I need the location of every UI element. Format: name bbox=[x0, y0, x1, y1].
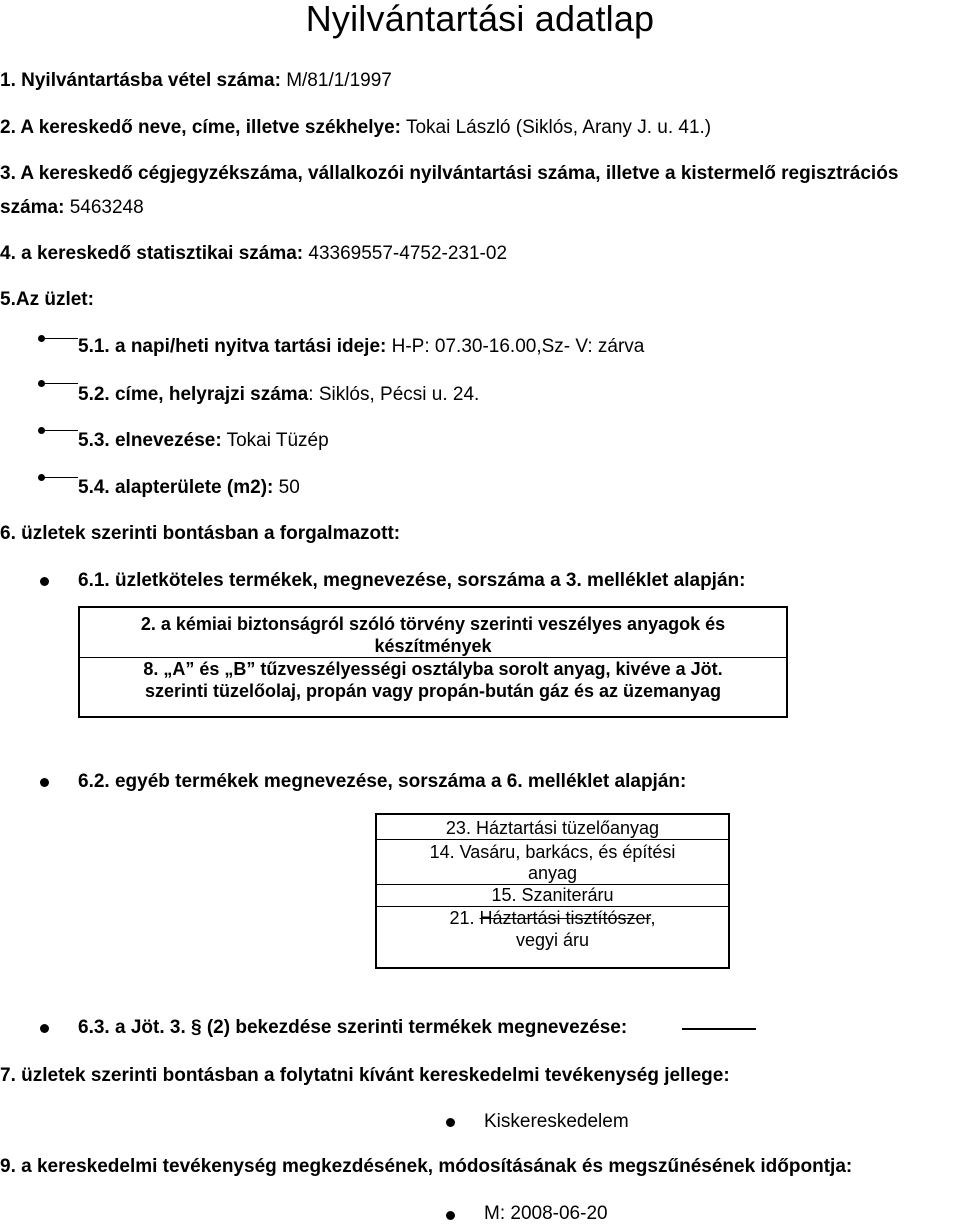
item-1-value: M/81/1/1997 bbox=[286, 70, 392, 91]
item-3-line1 bbox=[0, 163, 898, 185]
item-6-3-label: 6.3. a Jöt. 3. § (2) bekezdése szerinti termékek megnevezése: bbox=[78, 1017, 628, 1038]
item-6-2-label: 6.2. egyéb termékek megnevezése, sorszáma a 6. melléklet alapján: bbox=[78, 771, 687, 792]
item-5-2-value: Siklós, Pécsi u. 24. bbox=[318, 384, 480, 405]
leader-line bbox=[42, 430, 78, 431]
item-5-2-label: 5.2. címe, helyrajzi száma bbox=[78, 384, 309, 405]
row-21-prefix: 21. bbox=[449, 908, 475, 928]
table-row: 23. Háztartási tüzelőanyag bbox=[377, 815, 728, 840]
item-3-line2 bbox=[0, 197, 144, 219]
leader-line bbox=[42, 383, 78, 384]
item-6-1-label: 6.1. üzletköteles termékek, megnevezése, sorszáma a 3. melléklet alapján: bbox=[78, 570, 746, 591]
item-5-3-label: 5.3. elnevezése: bbox=[78, 430, 222, 451]
item-6-2-table bbox=[375, 813, 730, 969]
item-5-3 bbox=[78, 430, 329, 452]
item-3-label-cont: száma: bbox=[0, 197, 65, 218]
item-2 bbox=[0, 117, 711, 139]
item-9-label: 9. a kereskedelmi tevékenység megkezdésének, módosításának és megszűnésének időpontja: bbox=[0, 1156, 853, 1177]
item-4-value: 43369557-4752-231-02 bbox=[308, 243, 508, 264]
item-6-label: 6. üzletek szerinti bontásban a forgalmazott: bbox=[0, 523, 401, 544]
table-row bbox=[377, 907, 728, 929]
bullet-dot bbox=[446, 1118, 455, 1127]
box-line: készítmények bbox=[374, 636, 492, 656]
item-5-1 bbox=[78, 336, 644, 358]
blank-dash bbox=[682, 1028, 756, 1030]
bullet-dot bbox=[40, 577, 49, 586]
table-row: anyag bbox=[377, 863, 728, 885]
item-6-1-box bbox=[78, 606, 788, 718]
item-3-value: 5463248 bbox=[69, 197, 144, 218]
item-7-value: Kiskereskedelem bbox=[484, 1111, 629, 1132]
box-line: 8. „A” és „B” tűzveszélyességi osztályba sorolt anyag, kivéve a Jöt. bbox=[143, 659, 723, 679]
item-5-4-value: 50 bbox=[278, 477, 300, 498]
item-3-label: 3. A kereskedő cégjegyzékszáma, vállalkozói nyilvántartási száma, illetve a kistermelő regisztrációs bbox=[0, 163, 899, 184]
item-5-2-colon: : bbox=[308, 384, 314, 405]
row-21-struck: Háztartási tisztítószer bbox=[479, 908, 651, 928]
box-line: szerinti tüzelőolaj, propán vagy propán-bután gáz és az üzemanyag bbox=[144, 681, 722, 701]
bullet-dot bbox=[40, 778, 49, 787]
bullet-dot bbox=[446, 1211, 455, 1220]
item-5-3-value: Tokai Tüzép bbox=[226, 430, 329, 451]
table-row: 15. Szaniteráru bbox=[377, 885, 728, 907]
item-5-1-label: 5.1. a napi/heti nyitva tartási ideje: bbox=[78, 336, 387, 357]
item-7-label: 7. üzletek szerinti bontásban a folytatni kívánt kereskedelmi tevékenység jellege: bbox=[0, 1065, 730, 1086]
item-5-2 bbox=[78, 384, 479, 406]
bullet-dot bbox=[40, 1024, 49, 1033]
item-2-value: Tokai László (Siklós, Arany J. u. 41.) bbox=[405, 117, 712, 138]
row-21-suffix: , bbox=[650, 908, 656, 928]
page-title: Nyilvántartási adatlap bbox=[305, 0, 655, 39]
leader-line bbox=[42, 338, 78, 339]
item-4 bbox=[0, 243, 507, 265]
box-line: 2. a kémiai biztonságról szóló törvény szerinti veszélyes anyagok és bbox=[140, 614, 726, 634]
item-1 bbox=[0, 70, 392, 92]
item-4-label: 4. a kereskedő statisztikai száma: bbox=[0, 243, 304, 264]
leader-line bbox=[42, 477, 78, 478]
table-row: 14. Vasáru, barkács, és építési bbox=[429, 842, 676, 862]
item-1-label: 1. Nyilvántartásba vétel száma: bbox=[0, 70, 281, 91]
item-5-4-label: 5.4. alapterülete (m2): bbox=[78, 477, 274, 498]
item-5-label: 5.Az üzlet: bbox=[0, 289, 94, 310]
item-2-label: 2. A kereskedő neve, címe, illetve székhelye: bbox=[0, 117, 401, 138]
item-5-1-value: H-P: 07.30-16.00,Sz- V: zárva bbox=[391, 336, 645, 357]
item-5-4 bbox=[78, 477, 300, 499]
table-row: vegyi áru bbox=[515, 930, 590, 950]
item-9-value: M: 2008-06-20 bbox=[484, 1203, 608, 1224]
